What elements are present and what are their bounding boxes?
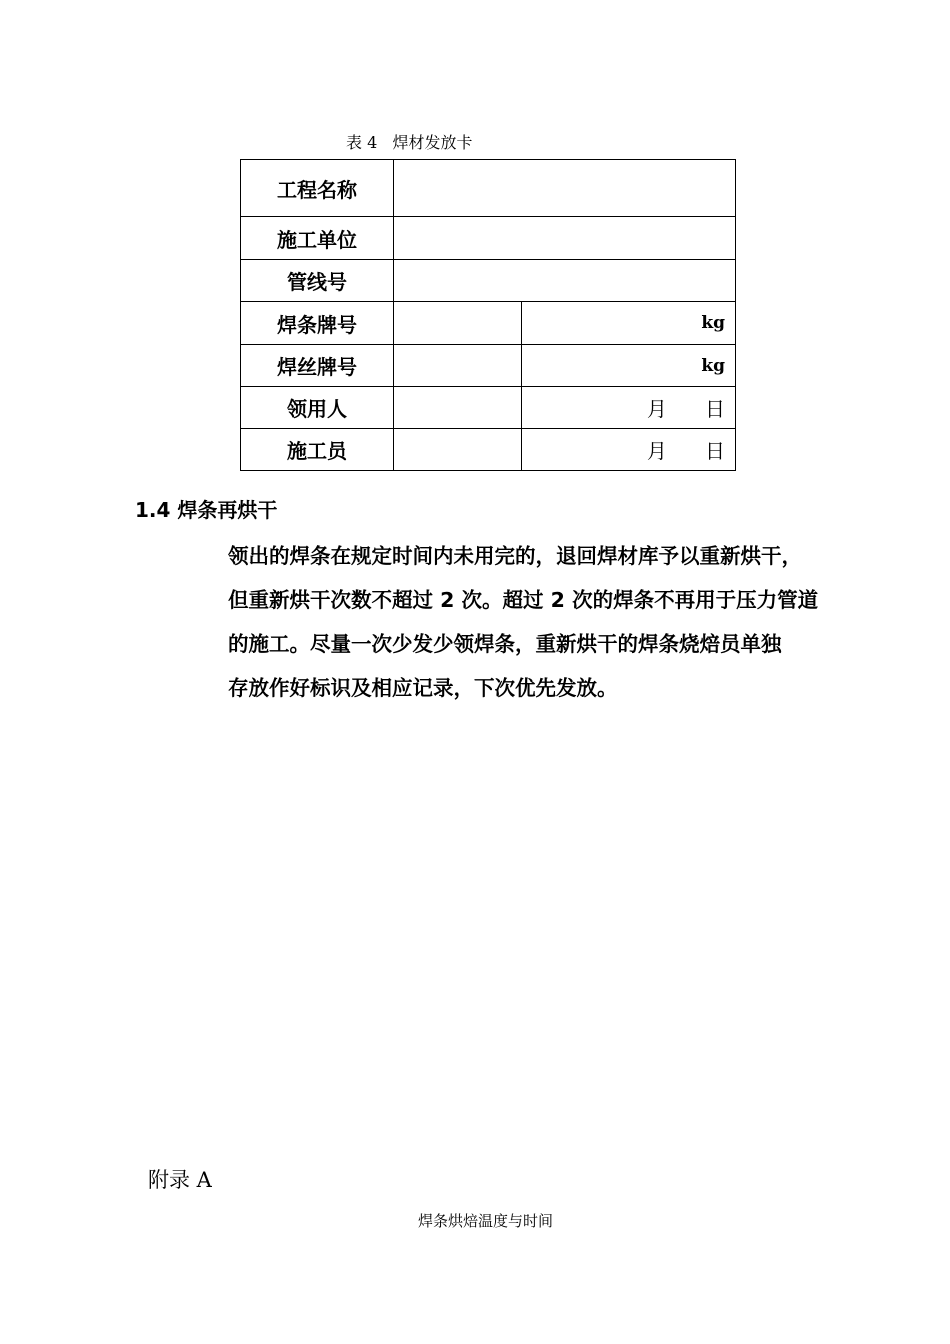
table-row xyxy=(241,302,736,345)
welding-material-issue-card xyxy=(240,159,736,471)
row-label-pipeline-number: 管线号 xyxy=(241,260,394,302)
table-row xyxy=(241,217,736,260)
table-caption: 表 4 焊材发放卡 xyxy=(346,133,473,152)
table-row xyxy=(241,387,736,429)
row-label-wire-brand: 焊丝牌号 xyxy=(241,345,394,387)
appendix-title: 附录 A xyxy=(148,1168,212,1192)
table-row xyxy=(241,345,736,387)
paragraph-line: 的施工。尽量一次少发少领焊条，重新烘干的焊条烧焙员单独 xyxy=(228,632,782,656)
wire-brand-value-cell xyxy=(394,345,522,387)
constructor-date: 月 日 xyxy=(522,429,736,471)
section-paragraph xyxy=(228,534,868,710)
section-heading: 1.4 焊条再烘干 xyxy=(135,498,278,522)
appendix-caption: 焊条烘焙温度与时间 xyxy=(418,1212,554,1230)
electrode-brand-value-cell xyxy=(394,302,522,345)
row-label-construction-unit: 施工单位 xyxy=(241,217,394,260)
recipient-value-cell xyxy=(394,387,522,429)
wire-weight-unit: kg xyxy=(522,345,736,387)
row-label-constructor: 施工员 xyxy=(241,429,394,471)
row-label-electrode-brand: 焊条牌号 xyxy=(241,302,394,345)
row-label-project-name: 工程名称 xyxy=(241,160,394,217)
table-row xyxy=(241,429,736,471)
constructor-value-cell xyxy=(394,429,522,471)
construction-unit-value-cell xyxy=(394,217,736,260)
recipient-date: 月 日 xyxy=(522,387,736,429)
paragraph-line: 但重新烘干次数不超过 2 次。超过 2 次的焊条不再用于压力管道 xyxy=(228,588,819,612)
electrode-weight-unit: kg xyxy=(522,302,736,345)
table-row xyxy=(241,160,736,217)
row-label-recipient: 领用人 xyxy=(241,387,394,429)
paragraph-line: 存放作好标识及相应记录，下次优先发放。 xyxy=(228,676,618,700)
table-row xyxy=(241,260,736,302)
paragraph-line: 领出的焊条在规定时间内未用完的，退回焊材库予以重新烘干， xyxy=(228,544,802,568)
project-name-value-cell xyxy=(394,160,736,217)
pipeline-number-value-cell xyxy=(394,260,736,302)
